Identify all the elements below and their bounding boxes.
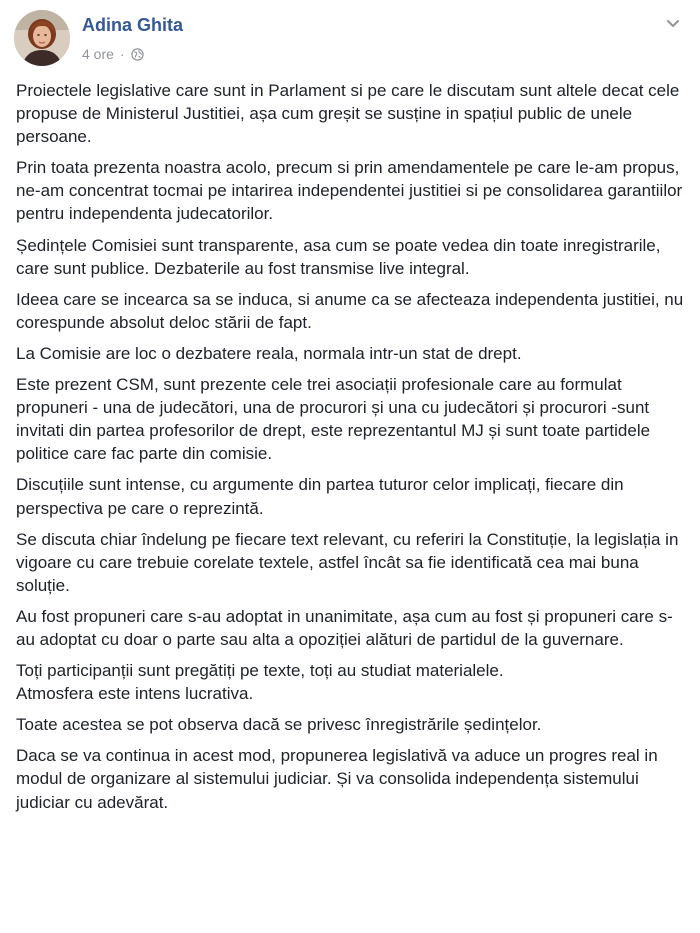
chevron-down-icon[interactable] [664, 14, 682, 32]
meta-separator: · [119, 46, 125, 62]
avatar[interactable] [14, 10, 70, 66]
post-paragraph: Proiectele legislative care sunt in Parlament si pe care le discutam sunt altele decat cele propuse de Ministerul Justitiei, așa cum greșit se susține in spațiul public de unele persoane. [16, 81, 680, 147]
post-body [16, 79, 686, 822]
post-header [14, 8, 686, 68]
post-paragraph: Discuțiile sunt intense, cu argumente din partea tuturor celor implicați, fiecare din perspectiva pe care o reprezintă. [16, 475, 624, 518]
post-paragraph: Este prezent CSM, sunt prezente cele trei asociații profesionale care au formulat propuneri - una de judecători, una de procurori și una cu judecători și procurori -sunt invitati din partea profesorilor de drept, este reprezentantul MJ și sunt toate partidele politice care fac parte din comisie. [16, 375, 651, 464]
post-paragraph: Ședințele Comisiei sunt transparente, asa cum se poate vedea din toate inregistrarile, care sunt publice. Dezbaterile au fost transmise live integral. [16, 235, 661, 278]
post-paragraph: Se discuta chiar îndelung pe fiecare text relevant, cu referiri la Constituție, la legislația in vigoare cu care trebuie corelate textele, astfel încât sa fie identificată cea mai buna soluție. [16, 529, 679, 595]
post-paragraph: La Comisie are loc o dezbatere reala, normala intr-un stat de drept. [16, 343, 522, 363]
post-paragraph: Prin toata prezenta noastra acolo, precum si prin amendamentele pe care le-am propus, ne-am concentrat tocmai pe intarirea independentei justitiei si pe consolidarea garantiilor pentru independenta judecatorilor. [16, 158, 683, 224]
post-paragraph: Ideea care se incearca sa se induca, si anume ca se afecteaza independenta justitiei, nu corespunde absolut deloc stării de fapt. [16, 289, 684, 332]
post-paragraph: Toate acestea se pot observa dacă se privesc înregistrările ședințelor. [16, 715, 542, 735]
post-paragraph: Toți participanții sunt pregătiți pe texte, toți au studiat materialele. Atmosfera este intens lucrativa. [16, 661, 504, 704]
globe-icon[interactable] [131, 48, 144, 61]
post-paragraph: Au fost propuneri care s-au adoptat in unanimitate, așa cum au fost și propuneri care s-au adoptat cu doar o parte sau alta a opoziției alături de partidul de la guvernare. [16, 606, 673, 649]
post-meta [82, 46, 144, 62]
post-timestamp[interactable]: 4 ore [82, 46, 114, 62]
avatar-portrait [14, 10, 70, 66]
author-name[interactable]: Adina Ghita [82, 15, 184, 35]
post-paragraph: Daca se va continua in acest mod, propunerea legislativă va aduce un progres real in modul de organizare al sistemului judiciar. Și va consolida independența sistemului judiciar cu adevărat. [16, 746, 658, 812]
